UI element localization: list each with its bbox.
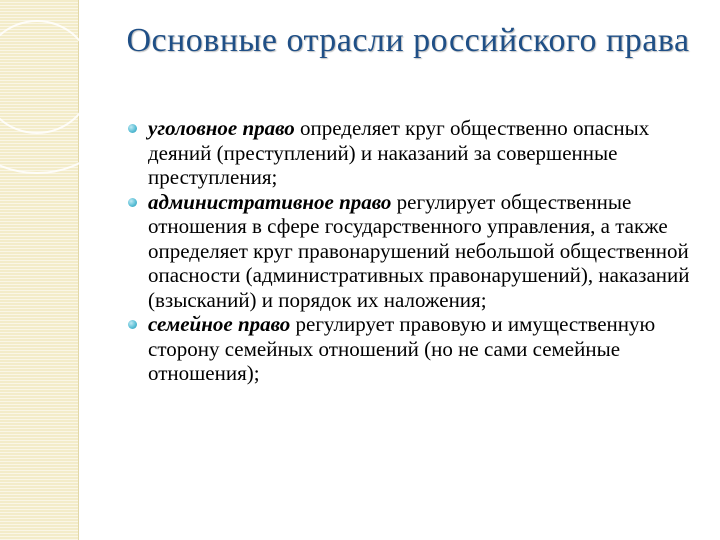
list-item [128,190,708,313]
law-description: регулирует правовую и имущественную сторону семейных отношений (но не сами семейные отношения); [148,312,656,385]
slide-title: Основные отрасли российского права [126,22,690,59]
law-description: определяет круг общественно опасных деяний (преступлений) и наказаний за совершенные преступления; [148,116,650,189]
list-item [128,312,708,386]
law-term: семейное право [148,312,291,336]
law-description: регулирует общественные отношения в сфере государственного управления, а также определяет круг правонарушений небольшой общественной опасности (административных правонарушений), наказаний (взысканий) и порядок их наложения; [148,189,690,312]
bullet-icon [128,320,137,329]
law-term: административное право [148,189,392,214]
bullet-icon [128,198,137,207]
bullet-list [128,116,708,386]
law-term: уголовное право [148,116,295,140]
bullet-icon [128,124,137,133]
decorative-side-panel [0,0,79,540]
list-item [128,116,708,190]
